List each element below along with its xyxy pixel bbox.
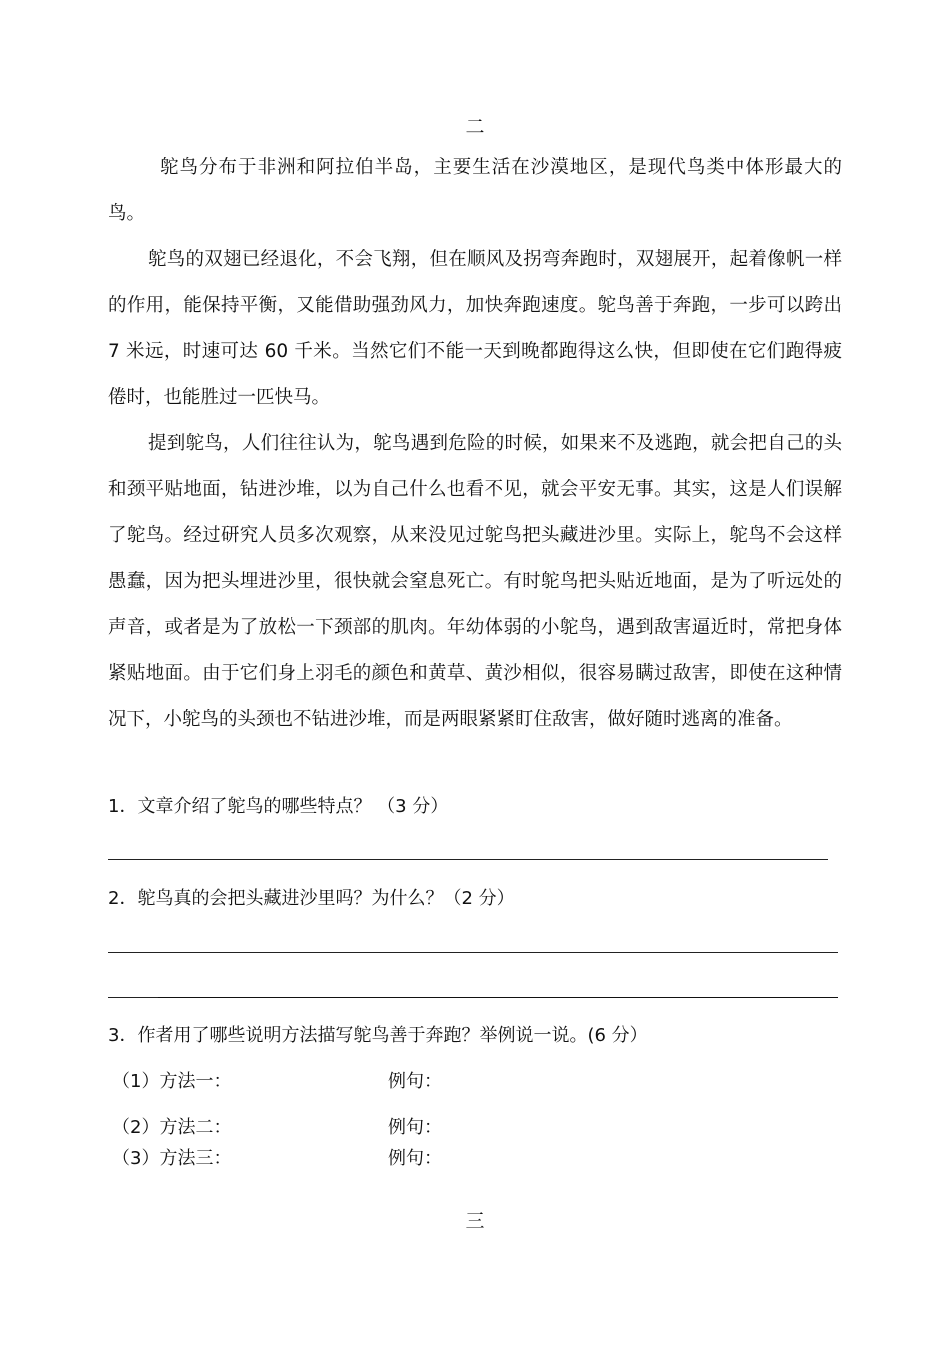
section-two-heading: 二 [465, 116, 485, 138]
question-2: 2．鸵鸟真的会把头藏进沙里吗？为什么？（2 分） [108, 888, 515, 909]
passage-paragraph-2: 鸵鸟的双翅已经退化，不会飞翔，但在顺风及拐弯奔跑时，双翅展开，起着像帆一样的作用，能保持平衡，又能借助强劲风力，加快奔跑速度。鸵鸟善于奔跑，一步可以跨出 7 米远，时速可达 60 千米。当然它们不能一天到晚都跑得这么快，但即使在它们跑得疲倦时，也能胜过一匹快马。 [108, 249, 842, 408]
method-3-label: （3）方法三： [112, 1148, 232, 1169]
answer-line-1[interactable] [108, 859, 828, 860]
answer-line-2b-start[interactable] [108, 997, 158, 998]
question-3: 3．作者用了哪些说明方法描写鸵鸟善于奔跑？举例说一说。(6 分） [108, 1025, 648, 1046]
passage-paragraph-3: 提到鸵鸟，人们往往认为，鸵鸟遇到危险的时候，如果来不及逃跑，就会把自己的头和颈平贴地面，钻进沙堆，以为自己什么也看不见，就会平安无事。其实，这是人们误解了鸵鸟。经过研究人员多次观察，从来没见过鸵鸟把头藏进沙里。实际上，鸵鸟不会这样愚蠢，因为把头埋进沙里，很快就会窒息死亡。有时鸵鸟把头贴近地面，是为了听远处的声音，或者是为了放松一下颈部的肌肉。年幼体弱的小鸵鸟，遇到敌害逼近时，常把身体紧贴地面。由于它们身上羽毛的颜色和黄草、黄沙相似，很容易瞒过敌害，即使在这种情况下，小鸵鸟的头颈也不钻进沙堆，而是两眼紧紧盯住敌害，做好随时逃离的准备。 [108, 433, 842, 730]
answer-line-2b[interactable] [158, 997, 838, 998]
question-1: 1．文章介绍了鸵鸟的哪些特点？ （3 分） [108, 796, 449, 817]
method-2-label: （2）方法二： [112, 1117, 232, 1138]
example-3-label: 例句： [388, 1148, 442, 1169]
example-2-label: 例句： [388, 1117, 442, 1138]
passage-paragraph-1: 鸵鸟分布于非洲和阿拉伯半岛，主要生活在沙漠地区，是现代鸟类中体形最大的鸟。 [108, 157, 842, 224]
answer-line-2a[interactable] [108, 952, 838, 953]
section-three-heading: 三 [465, 1210, 485, 1232]
example-1-label: 例句： [388, 1071, 442, 1092]
method-1-label: （1）方法一： [112, 1071, 232, 1092]
